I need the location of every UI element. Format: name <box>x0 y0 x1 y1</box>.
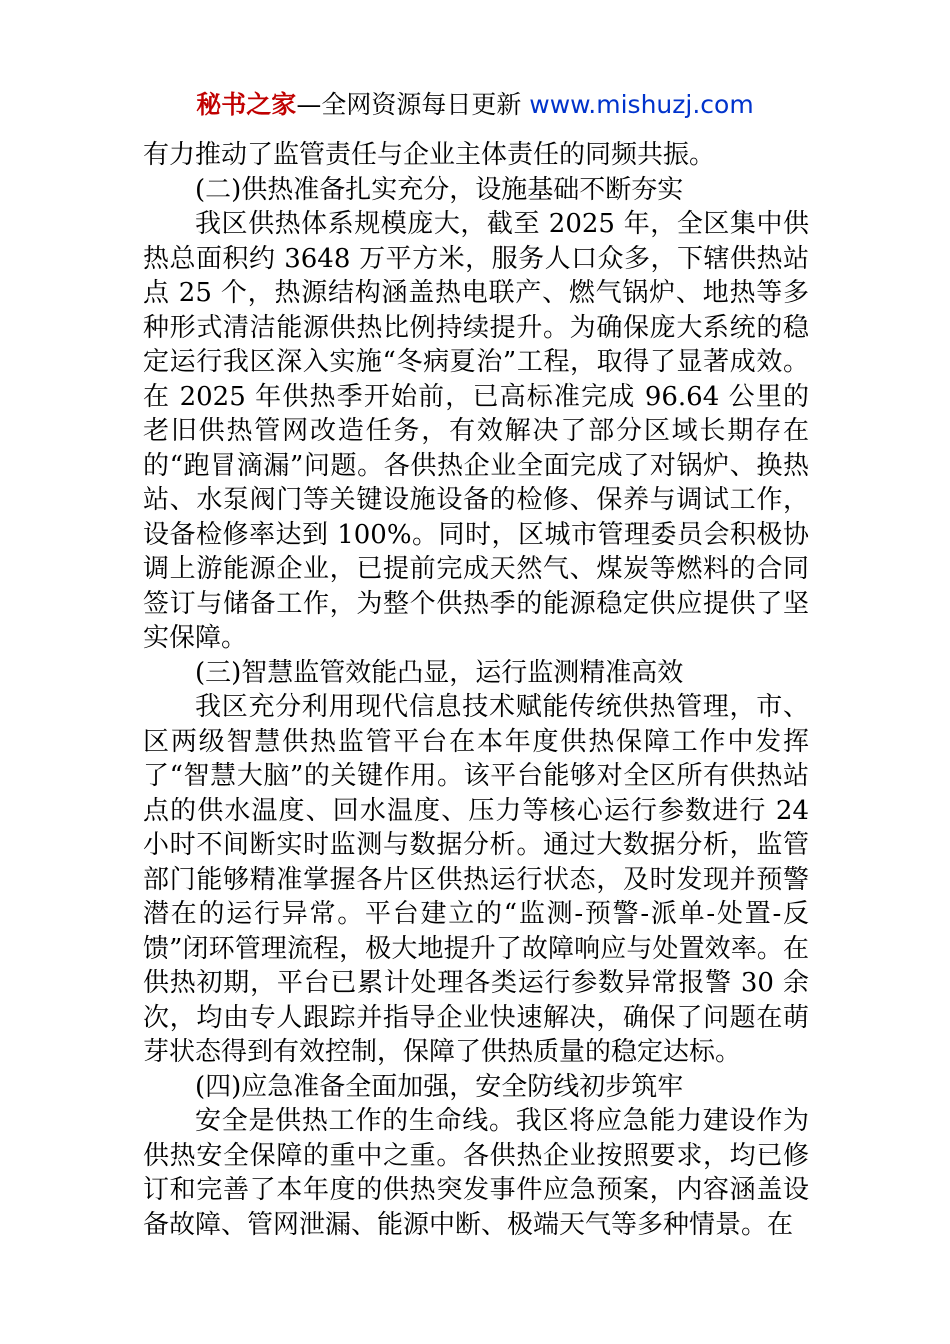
site-brand: 秘书之家 <box>196 90 297 119</box>
paragraph-emergency-preparation: 安全是供热工作的生命线。我区将应急能力建设作为供热安全保障的重中之重。各供热企业按照要求，均已修订和完善了本年度的供热突发事件应急预案，内容涵盖设备故障、管网泄漏、能源中断、极端天气等多种情景。在 <box>143 1106 809 1240</box>
site-slogan: —全网资源每日更新 <box>296 90 530 119</box>
document-body <box>143 138 809 1242</box>
site-url-link[interactable]: www.mishuzj.com <box>529 90 754 119</box>
paragraph-continuation: 有力推动了监管责任与企业主体责任的同频共振。 <box>143 140 716 170</box>
section-heading-4: (四)应急准备全面加强，安全防线初步筑牢 <box>195 1071 684 1102</box>
paragraph-heating-preparation: 我区供热体系规模庞大，截至 2025 年，全区集中供热总面积约 3648 万平方米，服务人口众多，下辖供热站点 25 个，热源结构涵盖热电联产、燃气锅炉、地热等多种形式清洁能源供热比例持续提升。为确保庞大系统的稳定运行我区深入实施“冬病夏治”工程，取得了显著成效。在 2025 年供热季开始前，已高标准完成 96.64 公里的老旧供热管网改造任务，有效解决了部分区域长期存在的“跑冒滴漏”问题。各供热企业全面完成了对锅炉、换热站、水泵阀门等关键设施设备的检修、保养与调试工作，设备检修率达到 100%。同时，区城市管理委员会积极协调上游能源企业，已提前完成天然气、煤炭等燃料的合同签订与储备工作，为整个供热季的能源稳定供应提供了坚实保障。 <box>143 209 809 653</box>
paragraph-smart-supervision: 我区充分利用现代信息技术赋能传统供热管理，市、区两级智慧供热监管平台在本年度供热保障工作中发挥了“智慧大脑”的关键作用。该平台能够对全区所有供热站点的供水温度、回水温度、压力等核心运行参数进行 24 小时不间断实时监测与数据分析。通过大数据分析，监管部门能够精准掌握各片区供热运行状态，及时发现并预警潜在的运行异常。平台建立的“监测-预警-派单-处置-反馈”闭环管理流程，极大地提升了故障响应与处置效率。在供热初期，平台已累计处理各类运行参数异常报警 30 余次，均由专人跟踪并指导企业快速解决，确保了问题在萌芽状态得到有效控制，保障了供热质量的稳定达标。 <box>143 692 809 1067</box>
section-heading-3: (三)智慧监管效能凸显，运行监测精准高效 <box>195 657 684 688</box>
page-header <box>0 86 950 124</box>
section-heading-2: (二)供热准备扎实充分，设施基础不断夯实 <box>195 174 684 205</box>
